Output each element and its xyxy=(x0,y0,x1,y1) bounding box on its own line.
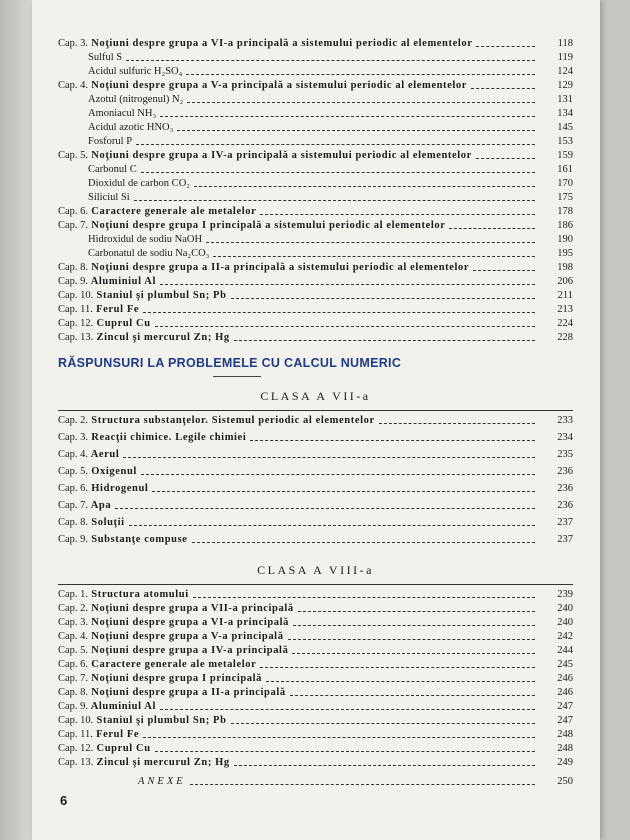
toc-entry-title xyxy=(58,617,573,628)
chapter-title: Oxigenul xyxy=(91,466,137,477)
chapter-number: Cap. 2. xyxy=(58,415,89,426)
toc-entry[interactable] xyxy=(58,262,573,273)
chapter-title: Noţiuni despre grupa I principală a sistemului periodic al elementelor xyxy=(91,220,446,231)
dot-leader xyxy=(141,474,535,475)
chapter-number: Cap. 7. xyxy=(58,220,89,231)
toc-page-number: 249 xyxy=(557,757,573,768)
toc-page-number: 124 xyxy=(557,66,573,77)
dot-leader xyxy=(266,681,535,682)
dot-leader xyxy=(134,200,535,201)
toc-entry[interactable] xyxy=(58,122,573,133)
toc-page-number: 198 xyxy=(557,262,573,273)
toc-entry-title xyxy=(58,589,573,600)
toc-entry[interactable] xyxy=(58,136,573,147)
toc-entry[interactable] xyxy=(58,38,573,49)
chapter-title: Aluminiul Al xyxy=(90,276,156,287)
toc-entry-title xyxy=(58,318,573,329)
toc-entry[interactable] xyxy=(58,617,573,628)
chapter-number: Cap. 6. xyxy=(58,206,89,217)
toc-class7 xyxy=(58,415,573,551)
toc-entry-title xyxy=(58,729,573,740)
toc-entry-title xyxy=(58,757,573,768)
chapter-number: Cap. 5. xyxy=(58,466,89,477)
toc-entry-title: Amoniacul NH₃ xyxy=(88,108,157,119)
chapter-number: Cap. 13. xyxy=(58,757,94,768)
chapter-number: Cap. 12. xyxy=(58,743,94,754)
dot-leader xyxy=(177,130,535,131)
chapter-number: Cap. 9. xyxy=(58,534,89,545)
toc-entry-title xyxy=(58,715,573,726)
dot-leader xyxy=(123,457,535,458)
toc-page-number: 236 xyxy=(557,466,573,477)
toc-entry-title xyxy=(58,631,573,642)
chapter-title: Structura atomului xyxy=(91,589,189,600)
toc-page-number: 235 xyxy=(557,449,573,460)
class8-title: CLASA A VIII-a xyxy=(257,563,374,577)
toc-entry[interactable] xyxy=(58,673,573,684)
dot-leader xyxy=(115,508,535,509)
toc-part-chapters xyxy=(58,38,573,346)
toc-entry-title xyxy=(58,659,573,670)
dot-leader xyxy=(231,723,535,724)
toc-entry-title xyxy=(58,603,573,614)
chapter-number: Cap. 5. xyxy=(58,150,89,161)
toc-page-number: 240 xyxy=(557,617,573,628)
chapter-number: Cap. 3. xyxy=(58,38,89,49)
toc-entry-title xyxy=(58,500,573,511)
dot-leader xyxy=(234,765,535,766)
dot-leader xyxy=(293,625,535,626)
heading-underline xyxy=(213,376,261,377)
chapter-title: Cuprul Cu xyxy=(96,318,151,329)
chapter-title: Aluminiul Al xyxy=(90,701,156,712)
page-gutter xyxy=(0,0,32,840)
dot-leader xyxy=(476,46,535,47)
toc-page-number: 237 xyxy=(557,534,573,545)
chapter-title: Ferul Fe xyxy=(96,304,140,315)
toc-entry[interactable] xyxy=(58,234,573,245)
toc-entry-title xyxy=(58,220,573,231)
chapter-number: Cap. 11. xyxy=(58,729,93,740)
toc-entry[interactable] xyxy=(58,304,573,315)
dot-leader xyxy=(190,784,535,785)
dot-leader xyxy=(143,737,535,738)
chapter-title: Noţiuni despre grupa a IV-a principală a sistemului periodic al elementelor xyxy=(91,150,472,161)
chapter-title: Reacţii chimice. Legile chimiei xyxy=(91,432,247,443)
chapter-title: Structura substanţelor. Sistemul periodic al elementelor xyxy=(91,415,375,426)
chapter-number: Cap. 3. xyxy=(58,432,89,443)
dot-leader xyxy=(231,298,535,299)
toc-entry[interactable] xyxy=(58,178,573,189)
toc-entry[interactable] xyxy=(58,220,573,231)
dot-leader xyxy=(126,60,535,61)
toc-entry-title: Acidul azotic HNO₃ xyxy=(88,122,174,133)
chapter-title: Hidrogenul xyxy=(91,483,149,494)
chapter-title: Caractere generale ale metalelor xyxy=(91,206,257,217)
toc-entry[interactable] xyxy=(58,589,573,600)
dot-leader xyxy=(260,667,535,668)
chapter-number: Cap. 4. xyxy=(58,80,89,91)
dot-leader xyxy=(143,312,535,313)
page-number: 6 xyxy=(60,793,68,808)
toc-entry-title xyxy=(58,206,573,217)
chapter-title: Noţiuni despre grupa a II-a principală a sistemului periodic al elementelor xyxy=(91,262,470,273)
toc-entry[interactable] xyxy=(58,432,573,443)
toc-entry[interactable] xyxy=(58,290,573,301)
toc-entry-title: Carbonul C xyxy=(88,164,137,175)
chapter-number: Cap. 8. xyxy=(58,687,89,698)
toc-page-number: 178 xyxy=(557,206,573,217)
dot-leader xyxy=(260,214,535,215)
toc-page-number: 247 xyxy=(557,701,573,712)
chapter-title: Noţiuni despre grupa a V-a principală a sistemului periodic al elementelor xyxy=(91,80,468,91)
toc-entry-title xyxy=(58,415,573,426)
toc-page-number: 129 xyxy=(557,80,573,91)
chapter-title: Zincul şi mercurul Zn; Hg xyxy=(96,332,230,343)
toc-entry[interactable] xyxy=(58,164,573,175)
toc-entry-title xyxy=(58,290,573,301)
chapter-number: Cap. 12. xyxy=(58,318,94,329)
chapter-title: Zincul şi mercurul Zn; Hg xyxy=(96,757,230,768)
toc-entry-title xyxy=(58,517,573,528)
dot-leader xyxy=(206,242,535,243)
toc-page-number: 211 xyxy=(557,290,573,301)
toc-page-number: 244 xyxy=(557,645,573,656)
toc-entry[interactable] xyxy=(58,715,573,726)
toc-class8 xyxy=(58,589,573,771)
toc-entry-title: Hidroxidul de sodiu NaOH xyxy=(88,234,203,245)
section-heading xyxy=(58,356,573,377)
dot-leader xyxy=(292,653,535,654)
dot-leader xyxy=(193,597,535,598)
chapter-number: Cap. 7. xyxy=(58,500,89,511)
toc-page-number: 236 xyxy=(557,500,573,511)
toc-page-number: 119 xyxy=(557,52,573,63)
dot-leader xyxy=(152,491,535,492)
toc-entry-title xyxy=(58,534,573,545)
chapter-number: Cap. 7. xyxy=(58,673,89,684)
toc-entry-title xyxy=(58,80,573,91)
toc-page-number: 242 xyxy=(557,631,573,642)
toc-page-number: 159 xyxy=(557,150,573,161)
toc-entry[interactable] xyxy=(58,603,573,614)
toc-entry-title: Azotul (nitrogenul) N₂ xyxy=(88,94,184,105)
toc-entry[interactable] xyxy=(58,108,573,119)
toc-page-number: 190 xyxy=(557,234,573,245)
toc-entry[interactable] xyxy=(58,206,573,217)
chapter-title: Aerul xyxy=(90,449,120,460)
toc-entry[interactable] xyxy=(58,415,573,426)
toc-entry[interactable] xyxy=(58,192,573,203)
toc-entry-title xyxy=(58,673,573,684)
toc-entry-title xyxy=(58,304,573,315)
toc-page-number: 239 xyxy=(557,589,573,600)
chapter-number: Cap. 3. xyxy=(58,617,89,628)
toc-page-number: 248 xyxy=(557,729,573,740)
chapter-number: Cap. 10. xyxy=(58,715,94,726)
toc-entry-title: Fosforul P xyxy=(88,136,133,147)
toc-page-number: 131 xyxy=(557,94,573,105)
chapter-title: Apa xyxy=(90,500,112,511)
toc-page-number: 240 xyxy=(557,603,573,614)
class7-rule xyxy=(58,410,573,411)
toc-entry-title xyxy=(58,449,573,460)
chapter-number: Cap. 1. xyxy=(58,589,89,600)
dot-leader xyxy=(160,709,535,710)
chapter-number: Cap. 9. xyxy=(58,276,89,287)
toc-entry[interactable] xyxy=(58,687,573,698)
dot-leader xyxy=(290,695,535,696)
toc-entry[interactable] xyxy=(58,500,573,511)
toc-page-number: 175 xyxy=(557,192,573,203)
toc-page-number: 234 xyxy=(557,432,573,443)
toc-entry[interactable] xyxy=(58,276,573,287)
toc-page-number: 224 xyxy=(557,318,573,329)
toc-page-number: 153 xyxy=(557,136,573,147)
anexe-title: ANEXE xyxy=(138,776,186,787)
toc-entry[interactable] xyxy=(58,466,573,477)
class8-rule xyxy=(58,584,573,585)
chapter-title: Soluţii xyxy=(91,517,125,528)
toc-entry[interactable] xyxy=(58,701,573,712)
chapter-title: Staniul şi plumbul Sn; Pb xyxy=(96,290,227,301)
chapter-title: Noţiuni despre grupa a VII-a principală xyxy=(91,603,294,614)
chapter-title: Noţiuni despre grupa a IV-a principală xyxy=(91,645,289,656)
toc-page-number: 245 xyxy=(557,659,573,670)
chapter-title: Noţiuni despre grupa a II-a principală xyxy=(91,687,286,698)
toc-page-number: 195 xyxy=(557,248,573,259)
chapter-title: Cuprul Cu xyxy=(96,743,151,754)
dot-leader xyxy=(234,340,535,341)
chapter-title: Noţiuni despre grupa a VI-a principală a sistemului periodic al elementelor xyxy=(91,38,473,49)
dot-leader xyxy=(186,74,535,75)
dot-leader xyxy=(187,102,535,103)
toc-entry-title xyxy=(58,332,573,343)
dot-leader xyxy=(136,144,535,145)
table-of-contents xyxy=(58,38,573,787)
chapter-title: Staniul şi plumbul Sn; Pb xyxy=(96,715,227,726)
toc-page-number: 145 xyxy=(557,122,573,133)
dot-leader xyxy=(141,172,535,173)
toc-page-number: 161 xyxy=(557,164,573,175)
dot-leader xyxy=(298,611,535,612)
toc-entry-title xyxy=(58,466,573,477)
chapter-title: Ferul Fe xyxy=(96,729,140,740)
toc-page-number: 170 xyxy=(557,178,573,189)
toc-entry[interactable] xyxy=(58,645,573,656)
toc-entry[interactable] xyxy=(58,80,573,91)
chapter-title: Noţiuni despre grupa a VI-a principală xyxy=(91,617,290,628)
dot-leader xyxy=(288,639,535,640)
toc-entry-title xyxy=(58,38,573,49)
toc-page-number: 248 xyxy=(557,743,573,754)
toc-entry[interactable] xyxy=(58,534,573,545)
chapter-number: Cap. 8. xyxy=(58,517,89,528)
toc-page-number: 237 xyxy=(557,517,573,528)
chapter-number: Cap. 5. xyxy=(58,645,89,656)
chapter-number: Cap. 4. xyxy=(58,631,89,642)
chapter-number: Cap. 13. xyxy=(58,332,94,343)
toc-page-number: 118 xyxy=(557,38,573,49)
toc-entry-title: Dioxidul de carbon CO₂ xyxy=(88,178,190,189)
toc-entry-title xyxy=(58,276,573,287)
toc-page-number: 236 xyxy=(557,483,573,494)
toc-entry-title: Carbonatul de sodiu Na₂CO₃ xyxy=(88,248,210,259)
dot-leader xyxy=(194,186,535,187)
chapter-number: Cap. 11. xyxy=(58,304,93,315)
toc-entry-title xyxy=(58,743,573,754)
toc-entry[interactable] xyxy=(58,757,573,768)
chapter-title: Caractere generale ale metalelor xyxy=(91,659,257,670)
toc-page-number: 233 xyxy=(557,415,573,426)
toc-entry[interactable] xyxy=(58,150,573,161)
dot-leader xyxy=(192,542,535,543)
chapter-title: Substanţe compuse xyxy=(91,534,188,545)
dot-leader xyxy=(379,423,535,424)
toc-entry[interactable] xyxy=(58,66,573,77)
dot-leader xyxy=(160,116,535,117)
toc-entry[interactable] xyxy=(58,483,573,494)
toc-page-number: 247 xyxy=(557,715,573,726)
toc-entry-anexe[interactable] xyxy=(58,776,573,787)
toc-page-number: 228 xyxy=(557,332,573,343)
toc-entry-title: Siliciul Si xyxy=(88,192,130,203)
chapter-number: Cap. 6. xyxy=(58,483,89,494)
toc-entry[interactable] xyxy=(58,94,573,105)
dot-leader xyxy=(473,270,535,271)
toc-entry[interactable] xyxy=(58,659,573,670)
toc-entry[interactable] xyxy=(58,52,573,63)
dot-leader xyxy=(250,440,535,441)
chapter-number: Cap. 9. xyxy=(58,701,89,712)
toc-entry-title xyxy=(58,432,573,443)
dot-leader xyxy=(160,284,535,285)
toc-entry[interactable] xyxy=(58,517,573,528)
toc-entry[interactable] xyxy=(58,729,573,740)
toc-page-number: 134 xyxy=(557,108,573,119)
toc-entry-title xyxy=(58,483,573,494)
toc-page-number: 246 xyxy=(557,687,573,698)
dot-leader xyxy=(471,88,535,89)
chapter-number: Cap. 8. xyxy=(58,262,89,273)
dot-leader xyxy=(476,158,535,159)
toc-entry[interactable] xyxy=(58,743,573,754)
chapter-number: Cap. 4. xyxy=(58,449,89,460)
chapter-number: Cap. 10. xyxy=(58,290,94,301)
dot-leader xyxy=(155,751,535,752)
section-heading-text: RĂSPUNSURI LA PROBLEMELE CU CALCUL NUMERIC xyxy=(58,356,402,370)
toc-page-number: 246 xyxy=(557,673,573,684)
class7-title: CLASA A VII-a xyxy=(260,389,371,403)
toc-entry-title xyxy=(58,150,573,161)
toc-entry-title xyxy=(58,701,573,712)
toc-page-number: 186 xyxy=(557,220,573,231)
chapter-title: Noţiuni despre grupa a V-a principală xyxy=(91,631,284,642)
toc-page-number: 213 xyxy=(557,304,573,315)
toc-entry[interactable] xyxy=(58,631,573,642)
dot-leader xyxy=(449,228,535,229)
toc-entry[interactable] xyxy=(58,332,573,343)
toc-entry[interactable] xyxy=(58,449,573,460)
toc-entry-title: Acidul sulfuric H₂SO₄ xyxy=(88,66,183,77)
dot-leader xyxy=(129,525,535,526)
toc-entry-title: Sulful S xyxy=(88,52,123,63)
chapter-title: Noţiuni despre grupa I principală xyxy=(91,673,262,684)
toc-entry-title xyxy=(58,687,573,698)
dot-leader xyxy=(155,326,535,327)
toc-entry[interactable] xyxy=(58,248,573,259)
chapter-number: Cap. 2. xyxy=(58,603,89,614)
toc-page-number: 206 xyxy=(557,276,573,287)
dot-leader xyxy=(213,256,535,257)
toc-entry[interactable] xyxy=(58,318,573,329)
toc-entry-title xyxy=(58,262,573,273)
toc-entry-title xyxy=(58,645,573,656)
chapter-number: Cap. 6. xyxy=(58,659,89,670)
anexe-page: 250 xyxy=(557,776,573,787)
